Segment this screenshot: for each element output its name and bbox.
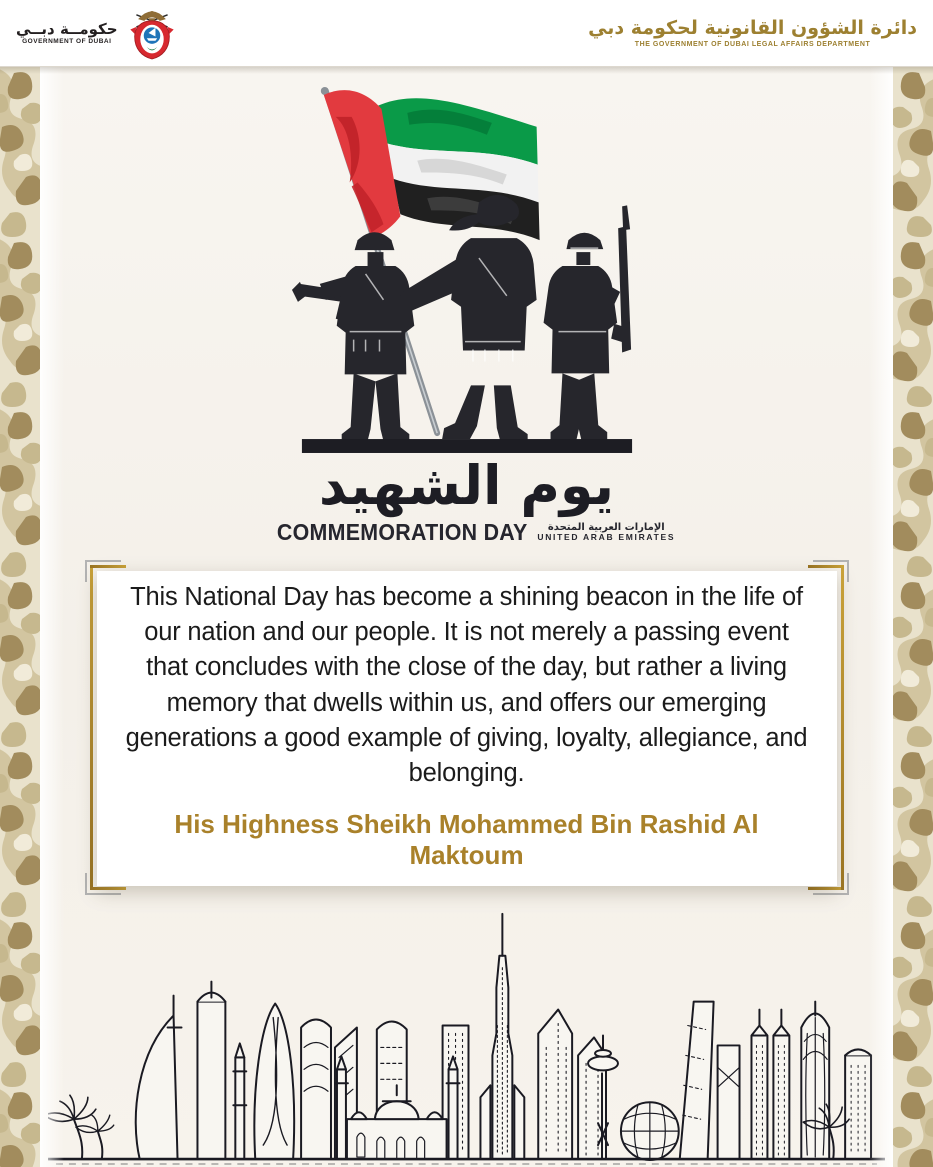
quote-frame (90, 560, 844, 898)
dubai-government-logo (16, 5, 178, 61)
header-bar (0, 0, 933, 67)
inner-edge-fade-right (869, 67, 893, 1167)
uae-label-stack (537, 522, 675, 543)
dubai-government-wordmark (16, 21, 118, 46)
poster-body (0, 67, 933, 1167)
camouflage-border-left (0, 67, 40, 1167)
dubai-skyline-illustration (48, 905, 885, 1167)
dubai-government-crest-icon (126, 5, 178, 61)
quote-attribution: His Highness Sheikh Mohammed Bin Rashid Al Maktoum (174, 809, 759, 871)
camouflage-border-right (893, 67, 933, 1167)
dubai-government-english: GOVERNMENT OF DUBAI (22, 38, 112, 46)
inner-edge-fade-left (40, 67, 64, 1167)
poster-content (40, 67, 893, 1167)
legal-affairs-department-logo (588, 18, 917, 49)
uae-flag-and-soldiers-illustration (288, 83, 646, 457)
uae-arabic-label: الإمارات العربية المتحدة (547, 521, 665, 533)
legal-affairs-arabic-calligraphy: دائرة الشؤون القانونية لحكومة دبي (588, 16, 917, 39)
quote-card (97, 571, 837, 886)
martyrs-day-arabic-title: يوم الشهيد (318, 454, 615, 517)
commemoration-day-subtitle (40, 519, 893, 546)
uae-english-label: UNITED ARAB EMIRATES (537, 532, 676, 543)
dubai-government-arabic: حكومــة دبــي (16, 19, 118, 38)
legal-affairs-english: THE GOVERNMENT OF DUBAI LEGAL AFFAIRS DEPARTMENT (634, 41, 871, 49)
quote-text: This National Day has become a shining beacon in the life of our nation and our people. It is not merely a passing event that concludes with the close of the day, but rather a living memory that dwells within us, and offers our emerging generations a good example of giving, loyalty, allegiance, and belonging. (125, 582, 808, 787)
commemoration-day-label: COMMEMORATION DAY (276, 519, 528, 545)
